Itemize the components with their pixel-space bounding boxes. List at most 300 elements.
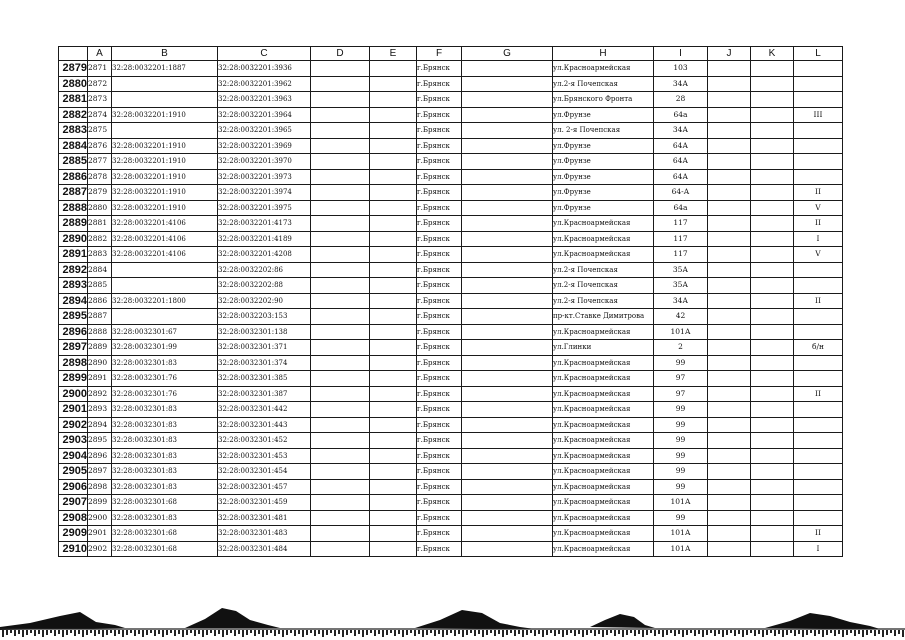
cell-g [462,61,553,77]
scan-tick [634,630,636,636]
scan-tick [362,630,364,637]
scan-tick [270,630,272,633]
cell-i: 117 [654,216,708,232]
scan-tick [814,630,816,636]
scan-tick [486,630,488,635]
cell-i: 64-А [654,185,708,201]
scan-tick [558,630,560,634]
cell-l [794,324,843,340]
cell-a: 2873 [88,92,112,108]
cell-a: 2885 [88,278,112,294]
scan-tick [154,630,156,636]
cell-e [370,247,417,263]
scan-tick [322,630,324,637]
cell-g [462,107,553,123]
scan-tick [674,630,676,636]
cell-c: 32:28:0032201:3936 [218,61,311,77]
scan-tick [246,630,248,635]
column-header-j: J [708,47,751,61]
scan-tick [218,630,220,634]
scan-tick [114,630,116,636]
scan-tick [254,630,256,636]
cell-g [462,371,553,387]
cell-d [311,479,370,495]
cell-f: г.Брянск [417,526,462,542]
row-number-cell: 2895 [59,309,88,325]
scan-tick [750,630,752,633]
cell-g [462,402,553,418]
scan-tick [498,630,500,634]
cell-l [794,76,843,92]
scan-tick [450,630,452,633]
cell-a: 2872 [88,76,112,92]
cell-k [751,526,794,542]
scan-smudge-4 [590,614,655,628]
scan-tick [134,630,136,636]
cell-e [370,402,417,418]
cell-l [794,479,843,495]
scan-tick [298,630,300,634]
cell-e [370,433,417,449]
cell-c: 32:28:0032301:374 [218,355,311,371]
table-row [59,92,843,108]
cell-j [708,262,751,278]
cell-h: ул.Красноармейская [553,448,654,464]
scan-tick [438,630,440,634]
cell-f: г.Брянск [417,417,462,433]
scan-tick [286,630,288,635]
scan-tick [810,630,812,633]
cell-a: 2891 [88,371,112,387]
cell-e [370,293,417,309]
cell-k [751,371,794,387]
cell-g [462,464,553,480]
scan-tick [282,630,284,637]
cell-g [462,510,553,526]
cell-l: II [794,216,843,232]
row-number-cell: 2884 [59,138,88,154]
cell-g [462,262,553,278]
scan-tick [50,630,52,633]
cell-i: 101А [654,324,708,340]
cell-i: 28 [654,92,708,108]
cell-c: 32:28:0032201:3975 [218,200,311,216]
scan-tick [178,630,180,634]
scan-tick [378,630,380,634]
scan-tick [426,630,428,635]
scan-tick [118,630,120,634]
cell-i: 97 [654,371,708,387]
table-row [59,541,843,557]
spreadsheet-table [58,46,843,557]
cell-h: ул.Красноармейская [553,433,654,449]
cell-l: II [794,386,843,402]
scan-tick [650,630,652,633]
scan-tick [746,630,748,635]
cell-b: 32:28:0032301:83 [112,464,218,480]
cell-c: 32:28:0032301:452 [218,433,311,449]
scan-tick [162,630,164,637]
table-row [59,340,843,356]
scan-tick [294,630,296,636]
table-row [59,479,843,495]
cell-k [751,247,794,263]
cell-k [751,278,794,294]
scan-tick [414,630,416,636]
cell-a: 2893 [88,402,112,418]
cell-d [311,355,370,371]
cell-c: 32:28:0032201:3973 [218,169,311,185]
scan-tick [202,630,204,637]
cell-e [370,309,417,325]
cell-e [370,324,417,340]
cell-c: 32:28:0032201:3970 [218,154,311,170]
cell-g [462,216,553,232]
scan-tick [358,630,360,634]
cell-j [708,123,751,139]
cell-a: 2881 [88,216,112,232]
scan-tick [830,630,832,633]
scan-tick [318,630,320,634]
cell-a: 2900 [88,510,112,526]
cell-i: 99 [654,402,708,418]
table-row [59,510,843,526]
cell-c: 32:28:0032301:387 [218,386,311,402]
scan-tick [442,630,444,637]
scan-tick [142,630,144,637]
row-number-cell: 2899 [59,371,88,387]
scan-tick [314,630,316,636]
cell-h: ул.Красноармейская [553,216,654,232]
scan-tick [578,630,580,634]
cell-d [311,371,370,387]
scan-tick [158,630,160,634]
scan-tick [842,630,844,637]
cell-h: ул.Красноармейская [553,402,654,418]
cell-d [311,278,370,294]
cell-j [708,293,751,309]
cell-g [462,386,553,402]
cell-e [370,61,417,77]
scan-tick [786,630,788,635]
scan-tick [542,630,544,637]
cell-d [311,107,370,123]
cell-g [462,541,553,557]
cell-d [311,340,370,356]
row-number-cell: 2903 [59,433,88,449]
cell-j [708,154,751,170]
cell-l [794,309,843,325]
scan-tick [42,630,44,637]
cell-c: 32:28:0032301:483 [218,526,311,542]
scan-tick [26,630,28,635]
cell-d [311,495,370,511]
cell-g [462,448,553,464]
cell-f: г.Брянск [417,61,462,77]
cell-j [708,247,751,263]
scan-tick [242,630,244,637]
cell-g [462,309,553,325]
cell-e [370,386,417,402]
scan-tick [330,630,332,633]
cell-l [794,123,843,139]
cell-h: ул.Фрунзе [553,154,654,170]
cell-e [370,169,417,185]
cell-b: 32:28:0032301:68 [112,526,218,542]
cell-k [751,138,794,154]
cell-l [794,169,843,185]
cell-e [370,262,417,278]
cell-e [370,340,417,356]
cell-j [708,309,751,325]
scan-tick [698,630,700,634]
cell-b [112,123,218,139]
cell-f: г.Брянск [417,433,462,449]
scan-tick [718,630,720,634]
cell-a: 2902 [88,541,112,557]
column-header-a: A [88,47,112,61]
cell-j [708,200,751,216]
scan-tick [530,630,532,633]
cell-a: 2876 [88,138,112,154]
scan-tick [206,630,208,635]
scan-tick [742,630,744,637]
scan-tick [870,630,872,633]
table-row [59,231,843,247]
table-row [59,123,843,139]
cell-l [794,138,843,154]
cell-c: 32:28:0032201:4189 [218,231,311,247]
scan-tick [590,630,592,633]
row-number-cell: 2882 [59,107,88,123]
cell-c: 32:28:0032301:453 [218,448,311,464]
cell-c: 32:28:0032201:3962 [218,76,311,92]
cell-i: 99 [654,417,708,433]
cell-d [311,231,370,247]
row-number-cell: 2908 [59,510,88,526]
scan-tick [902,630,904,637]
scan-tick [334,630,336,636]
scan-tick [78,630,80,634]
row-number-cell: 2880 [59,76,88,92]
cell-l [794,278,843,294]
scan-tick [594,630,596,636]
cell-d [311,541,370,557]
cell-l: I [794,541,843,557]
cell-a: 2877 [88,154,112,170]
cell-b: 32:28:0032201:1910 [112,138,218,154]
cell-g [462,92,553,108]
row-number-cell: 2892 [59,262,88,278]
cell-k [751,355,794,371]
cell-d [311,247,370,263]
scan-tick [818,630,820,634]
cell-d [311,464,370,480]
scan-tick [574,630,576,636]
cell-k [751,448,794,464]
row-number-cell: 2902 [59,417,88,433]
scan-tick [642,630,644,637]
cell-k [751,541,794,557]
cell-d [311,123,370,139]
scan-tick [706,630,708,635]
scan-tick [694,630,696,636]
scan-tick [478,630,480,634]
scan-tick [894,630,896,636]
cell-k [751,123,794,139]
cell-g [462,76,553,92]
scan-tick [258,630,260,634]
cell-l [794,371,843,387]
cell-b: 32:28:0032201:1910 [112,185,218,201]
row-number-cell: 2891 [59,247,88,263]
scan-tick [494,630,496,636]
cell-b: 32:28:0032201:4106 [112,231,218,247]
cell-g [462,355,553,371]
table-row [59,216,843,232]
cell-i: 97 [654,386,708,402]
cell-g [462,526,553,542]
scan-tick [502,630,504,637]
cell-k [751,169,794,185]
scan-tick [506,630,508,635]
cell-l [794,464,843,480]
cell-h: пр-кт.Ставке Димитрова [553,309,654,325]
scan-tick [730,630,732,633]
cell-d [311,324,370,340]
cell-f: г.Брянск [417,123,462,139]
scan-tick [82,630,84,637]
scan-tick [890,630,892,633]
cell-b: 32:28:0032301:83 [112,355,218,371]
cell-i: 42 [654,309,708,325]
scan-tick [778,630,780,634]
scan-tick [534,630,536,636]
scan-tick [726,630,728,635]
table-row [59,154,843,170]
scan-tick [30,630,32,633]
scan-tick [46,630,48,635]
cell-k [751,185,794,201]
cell-b: 32:28:0032201:1800 [112,293,218,309]
column-header-b: B [112,47,218,61]
cell-e [370,510,417,526]
cell-f: г.Брянск [417,92,462,108]
cell-e [370,371,417,387]
scan-tick [34,630,36,636]
scan-tick [170,630,172,633]
scan-tick [682,630,684,637]
scan-tick [278,630,280,634]
table-row [59,247,843,263]
scan-tick [690,630,692,633]
cell-k [751,61,794,77]
scan-tick [390,630,392,633]
cell-h: ул.Фрунзе [553,200,654,216]
cell-f: г.Брянск [417,324,462,340]
cell-i: 2 [654,340,708,356]
cell-h: ул.2-я Почепская [553,76,654,92]
cell-d [311,262,370,278]
cell-j [708,107,751,123]
cell-i: 64А [654,169,708,185]
row-number-cell: 2894 [59,293,88,309]
cell-c: 32:28:0032201:4208 [218,247,311,263]
row-number-cell: 2901 [59,402,88,418]
cell-g [462,293,553,309]
cell-i: 99 [654,448,708,464]
scan-tick [834,630,836,636]
cell-j [708,138,751,154]
scan-tick [722,630,724,637]
cell-i: 35А [654,262,708,278]
row-number-cell: 2904 [59,448,88,464]
cell-d [311,200,370,216]
cell-k [751,76,794,92]
scan-tick [110,630,112,633]
column-header-i: I [654,47,708,61]
scan-tick [302,630,304,637]
cell-a: 2897 [88,464,112,480]
cell-c: 32:28:0032301:385 [218,371,311,387]
cell-l [794,154,843,170]
cell-b: 32:28:0032301:68 [112,541,218,557]
cell-h: ул.Красноармейская [553,526,654,542]
cell-f: г.Брянск [417,386,462,402]
cell-a: 2901 [88,526,112,542]
cell-i: 101А [654,541,708,557]
cell-c: 32:28:0032202:88 [218,278,311,294]
row-number-cell: 2885 [59,154,88,170]
table-row [59,417,843,433]
scan-tick [862,630,864,637]
cell-h: ул.Красноармейская [553,510,654,526]
scan-tick [754,630,756,636]
cell-c: 32:28:0032301:371 [218,340,311,356]
cell-a: 2899 [88,495,112,511]
cell-c: 32:28:0032301:442 [218,402,311,418]
cell-j [708,526,751,542]
cell-e [370,123,417,139]
cell-i: 99 [654,510,708,526]
scan-tick [182,630,184,637]
scan-tick [398,630,400,634]
table-row [59,448,843,464]
cell-c: 32:28:0032202:90 [218,293,311,309]
scan-tick [454,630,456,636]
cell-k [751,433,794,449]
cell-g [462,495,553,511]
scan-tick [226,630,228,635]
cell-b: 32:28:0032301:83 [112,433,218,449]
cell-l [794,61,843,77]
cell-i: 34А [654,76,708,92]
scan-tick [306,630,308,635]
scan-tick [410,630,412,633]
cell-a: 2888 [88,324,112,340]
cell-i: 99 [654,355,708,371]
scan-tick [262,630,264,637]
scan-tick [638,630,640,634]
cell-l [794,495,843,511]
scan-tick [482,630,484,637]
scan-tick [774,630,776,636]
cell-f: г.Брянск [417,216,462,232]
scan-tick [514,630,516,636]
scan-tick [346,630,348,635]
scan-edge-noise [0,602,905,640]
cell-b: 32:28:0032301:76 [112,386,218,402]
